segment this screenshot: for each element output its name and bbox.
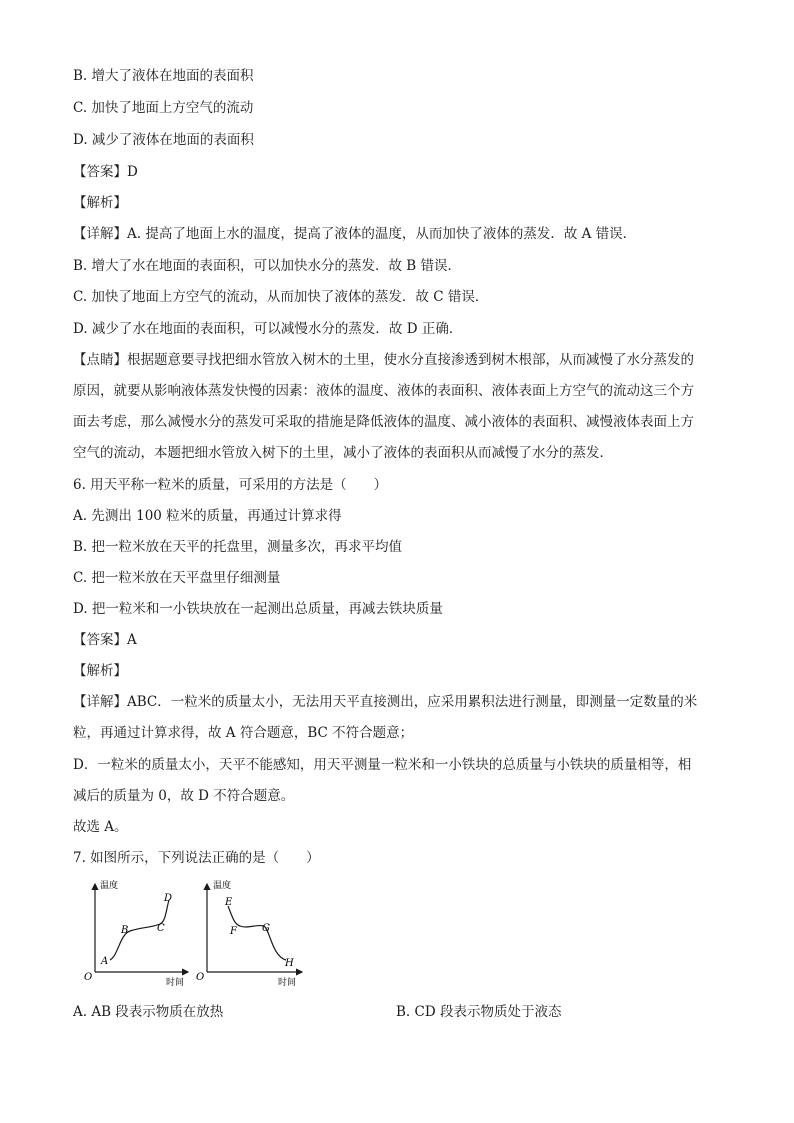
right-ylabel: 温度	[213, 881, 232, 891]
q6-option-c: C. 把一粒米放在天平盘里仔细测量	[73, 570, 281, 586]
detail-d-line: D. 减少了水在地面的表面积，可以减慢水分的蒸发．故 D 正确．	[73, 321, 463, 337]
comment-line-4: 空气的流动，本题把细水管放入树下的土里，减小了液体的表面积从而减慢了水分的蒸发．	[73, 445, 613, 461]
right-origin: O	[196, 972, 205, 983]
answer-line: 【答案】D	[73, 164, 138, 180]
temperature-time-graphs	[80, 876, 340, 995]
left-origin: O	[84, 972, 93, 983]
point-g: G	[262, 923, 270, 934]
left-ylabel: 温度	[100, 881, 119, 891]
point-d: D	[164, 893, 173, 904]
option-d-line: D. 减少了液体在地面的表面积	[73, 132, 254, 148]
q6-detail-line-3: D．一粒米的质量太小，天平不能感知，用天平测量一粒米和一小铁块的总质量与小铁块的质量相等，相	[73, 757, 692, 773]
q6-option-a: A. 先测出 100 粒米的质量，再通过计算求得	[73, 508, 342, 524]
detail-line: 【详解】A. 提高了地面上水的温度，提高了液体的温度，从而加快了液体的蒸发．故 A 错误．	[73, 226, 637, 242]
point-f: F	[230, 926, 237, 937]
q6-detail-line-4: 减后的质量为 0，故 D 不符合题意。	[73, 788, 295, 804]
q6-analysis-heading: 【解析】	[73, 663, 127, 679]
option-b-line: B. 增大了液体在地面的表面积	[73, 68, 254, 84]
left-graph	[84, 879, 188, 988]
question-7: 7. 如图所示，下列说法正确的是（ ）	[73, 850, 320, 866]
detail-b-line: B. 增大了水在地面的表面积，可以加快水分的蒸发．故 B 错误．	[73, 258, 462, 274]
point-e: E	[225, 897, 233, 908]
q7-option-b: B. CD 段表示物质处于液态	[396, 1004, 562, 1020]
option-c-line: C. 加快了地面上方空气的流动	[73, 100, 254, 116]
analysis-heading: 【解析】	[73, 195, 127, 211]
q6-option-d: D. 把一粒米和一小铁块放在一起测出总质量，再减去铁块质量	[73, 601, 443, 617]
q6-option-b: B. 把一粒米放在天平的托盘里，测量多次，再求平均值	[73, 539, 403, 555]
q7-option-a: A. AB 段表示物质在放热	[73, 1004, 224, 1020]
comment-line-2: 原因，就要从影响液体蒸发快慢的因素：液体的温度、液体的表面积、液体表面上方空气的流动这三个方	[73, 383, 694, 399]
q6-detail-line-2: 粒，再通过计算求得，故 A 符合题意，BC 不符合题意；	[73, 725, 414, 741]
point-a: A	[101, 956, 109, 967]
right-xlabel: 时间	[278, 978, 297, 988]
q6-detail-line-1: 【详解】ABC．一粒米的质量太小，无法用天平直接测出，应采用累积法进行测量，即测量一定数量的米	[73, 694, 698, 710]
q6-answer: 【答案】A	[73, 632, 137, 648]
point-h: H	[285, 958, 294, 969]
question-6: 6. 用天平称一粒米的质量，可采用的方法是（ ）	[73, 477, 388, 493]
right-graph	[196, 879, 302, 988]
q6-choice: 故选 A。	[73, 819, 128, 835]
comment-line-1: 【点睛】根据题意要寻找把细水管放入树木的土里，使水分直接渗透到树木根部，从而减慢了水分蒸发的	[73, 352, 694, 368]
point-b: B	[121, 925, 129, 936]
graphs-svg	[80, 876, 340, 991]
point-c: C	[157, 923, 165, 934]
comment-line-3: 面去考虑，那么减慢水分的蒸发可采取的措施是降低液体的温度、减小液体的表面积、减慢液体表面上方	[73, 414, 694, 430]
detail-c-line: C. 加快了地面上方空气的流动，从而加快了液体的蒸发．故 C 错误．	[73, 289, 489, 305]
left-xlabel: 时间	[166, 978, 185, 988]
